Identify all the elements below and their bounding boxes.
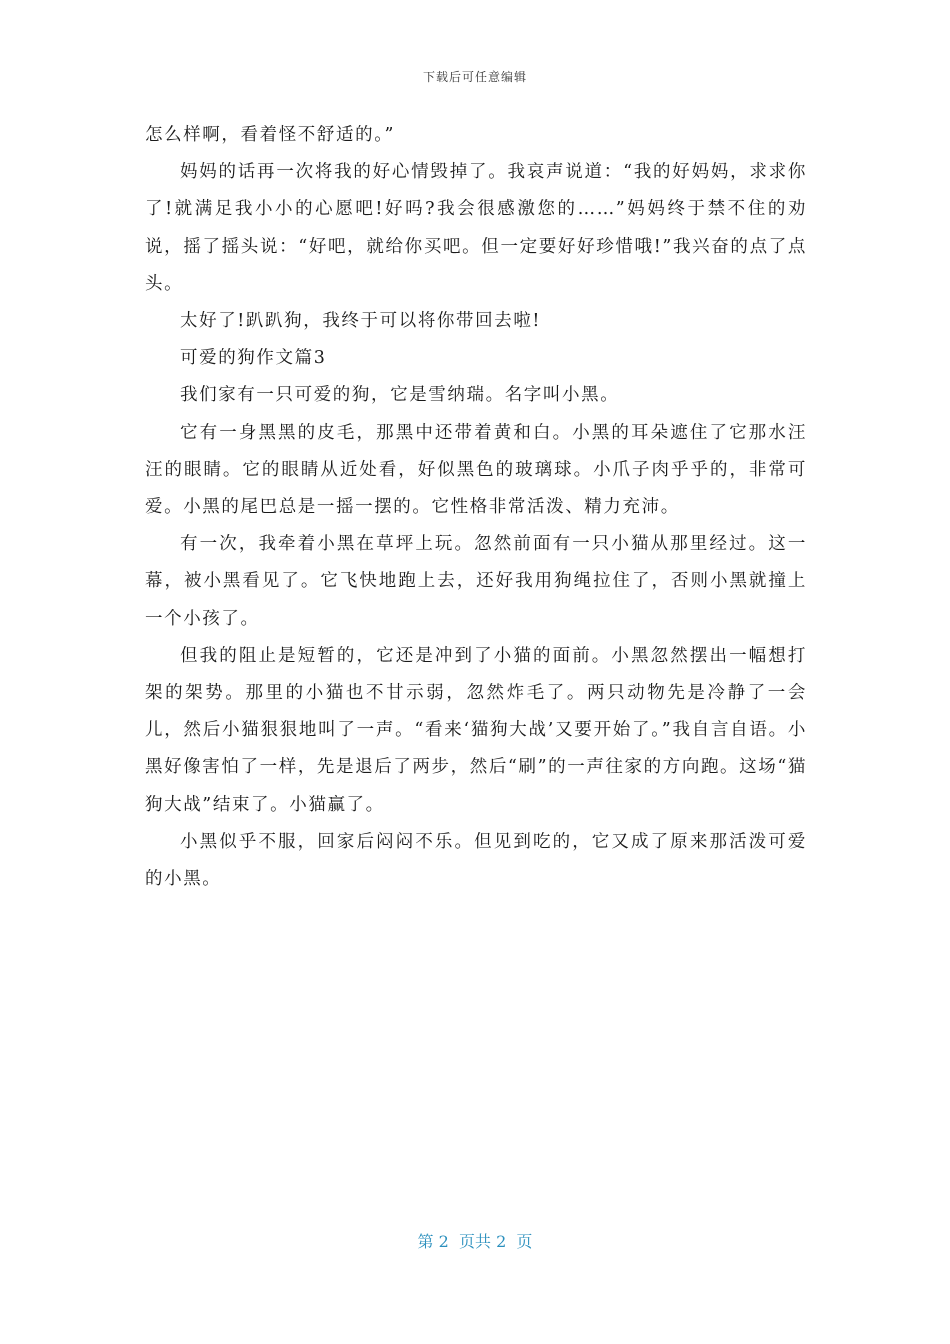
section-title: 可爱的狗作文篇3 xyxy=(180,348,327,369)
paragraph: 但我的阻止是短暂的，它还是冲到了小猫的面前。小黑忽然摆出一幅想打架的架势。那里的小猫也不甘示弱，忽然炸毛了。两只动物先是冷静了一会儿，然后小猫狠狠地叫了一声。“看来‘猫狗大战’又要开始了。”我自言自语。小黑好像害怕了一样，先是退后了两步，然后“刷”的一声往家的方向跑。这场“猫狗大战”结束了。小猫赢了。 xyxy=(145,645,807,815)
document-body xyxy=(145,117,807,898)
paragraph: 它有一身黑黑的皮毛，那黑中还带着黄和白。小黑的耳朵遮住了它那水汪汪的眼睛。它的眼睛从近处看，好似黑色的玻璃球。小爪子肉乎乎的，非常可爱。小黑的尾巴总是一摇一摆的。它性格非常活泼、精力充沛。 xyxy=(145,422,807,518)
paragraph: 有一次，我牵着小黑在草坪上玩。忽然前面有一只小猫从那里经过。这一幕，被小黑看见了。它飞快地跑上去，还好我用狗绳拉住了，否则小黑就撞上一个小孩了。 xyxy=(145,534,807,629)
paragraph: 小黑似乎不服，回家后闷闷不乐。但见到吃的，它又成了原来那活泼可爱的小黑。 xyxy=(145,831,807,890)
paragraph: 怎么样啊，看着怪不舒适的。” xyxy=(145,125,396,145)
paragraph: 太好了!趴趴狗，我终于可以将你带回去啦! xyxy=(180,311,542,332)
paragraph: 妈妈的话再一次将我的好心情毁掉了。我哀声说道：“我的好妈妈，求求你了!就满足我小小的心愿吧!好吗?我会很感激您的……”妈妈终于禁不住的劝说，摇了摇头说：“好吧，就给你买吧。但一定要好好珍惜哦!”我兴奋的点了点头。 xyxy=(145,162,807,294)
page-header: 下载后可任意编辑 xyxy=(422,70,527,84)
paragraph: 我们家有一只可爱的狗，它是雪纳瑞。名字叫小黑。 xyxy=(180,385,620,406)
page-number-footer: 第 2 页共 2 页 xyxy=(417,1232,533,1251)
